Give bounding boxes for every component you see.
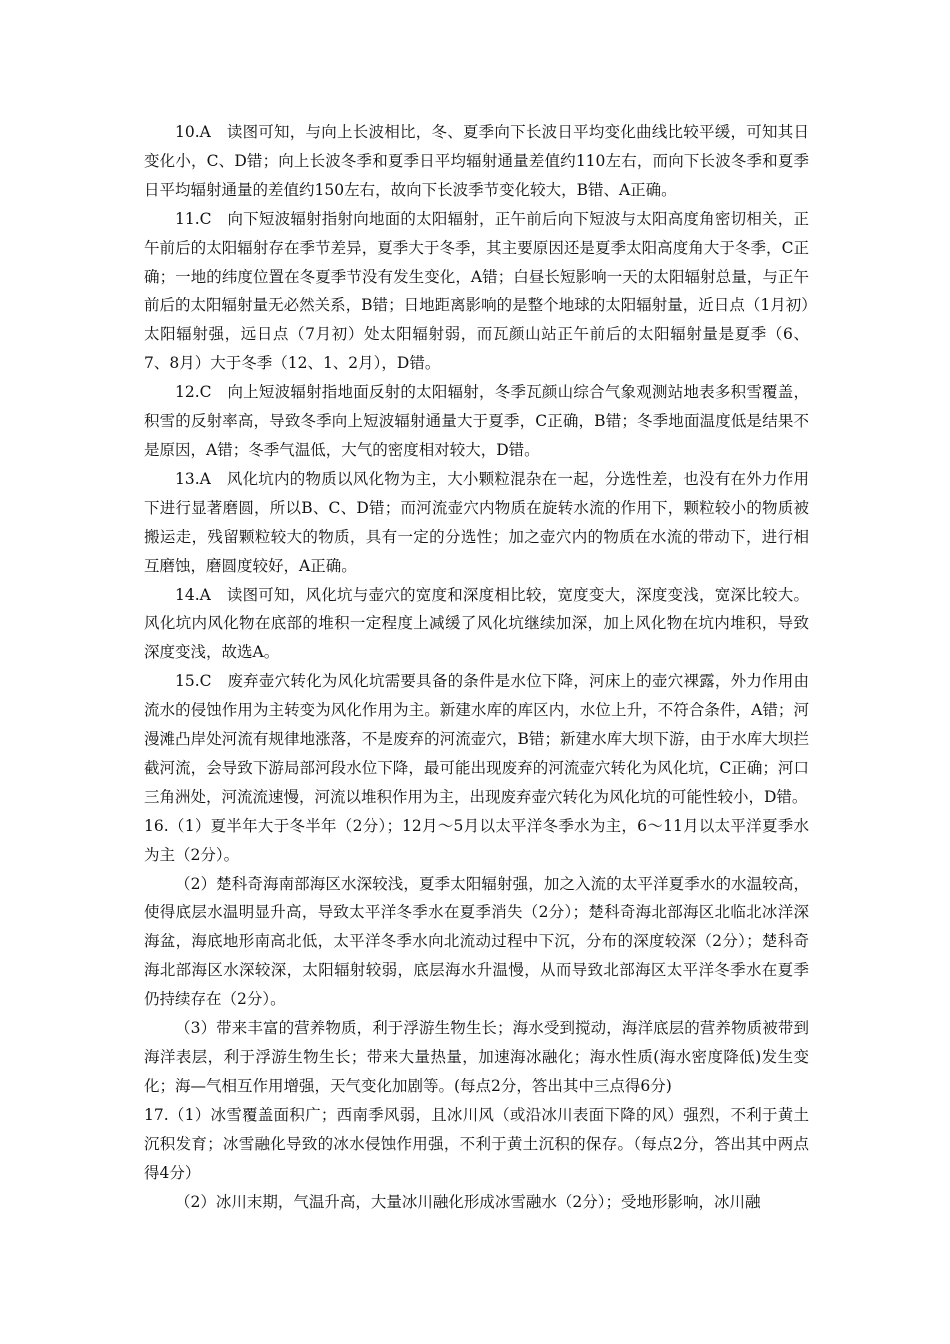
answer-paragraph-10: 10.A 读图可知，与向上长波相比，冬、夏季向下长波日平均变化曲线比较平缓，可知其日变化小，C、D错；向上长波冬季和夏季日平均辐射通量差值约110左右，而向下长波冬季和夏季日平均辐射通量的差值约150左右，故向下长波季节变化较大，B错、A正确。 — [144, 123, 809, 199]
answer-paragraph-11: 11.C 向下短波辐射指射向地面的太阳辐射，正午前后向下短波与太阳高度角密切相关，正午前后的太阳辐射存在季节差异，夏季大于冬季，其主要原因还是夏季太阳高度角大于冬季，C正确；一地的纬度位置在冬夏季节没有发生变化，A错；白昼长短影响一天的太阳辐射总量，与正午前后的太阳辐射量无必然关系，B错；日地距离影响的是整个地球的太阳辐射量，近日点（1月初）太阳辐射强，远日点（7月初）处太阳辐射弱，而瓦颜山站正午前后的太阳辐射量是夏季（6、7、8月）大于冬季（12、1、2月），D错。 — [144, 209, 809, 373]
answer-paragraph-16-2: （2）楚科奇海南部海区水深较浅，夏季太阳辐射强，加之入流的太平洋夏季水的水温较高，使得底层水温明显升高，导致太平洋冬季水在夏季消失（2分）；楚科奇海北部海区北临北冰洋深海盆，海底地形南高北低，太平洋冬季水向北流动过程中下沉，分布的深度较深（2分）；楚科奇海北部海区水深较深，太阳辐射较弱，底层海水升温慢，从而导致北部海区太平洋冬季水在夏季仍持续存在（2分）。 — [144, 874, 809, 1009]
answer-paragraph-16-3: （3）带来丰富的营养物质，利于浮游生物生长；海水受到搅动，海洋底层的营养物质被带到海洋表层，利于浮游生物生长；带来大量热量，加速海冰融化；海水性质(海水密度降低)发生变化；海—气相互作用增强，天气变化加剧等。(每点2分，答出其中三点得6分) — [144, 1019, 809, 1095]
document-page — [144, 118, 809, 1216]
answer-paragraph-17-2: （2）冰川末期，气温升高，大量冰川融化形成冰雪融水（2分）；受地形影响，冰川融 — [175, 1192, 761, 1211]
answer-paragraph-14: 14.A 读图可知，风化坑与壶穴的宽度和深度相比较，宽度变大，深度变浅，宽深比较大。风化坑内风化物在底部的堆积一定程度上减缓了风化坑继续加深，加上风化物在坑内堆积，导致深度变浅，故选A。 — [144, 585, 809, 662]
answer-paragraph-12: 12.C 向上短波辐射指地面反射的太阳辐射，冬季瓦颜山综合气象观测站地表多积雪覆盖，积雪的反射率高，导致冬季向上短波辐射通量大于夏季，C正确，B错；冬季地面温度低是结果不是原因，A错；冬季气温低，大气的密度相对较大，D错。 — [144, 383, 809, 459]
answer-paragraph-13: 13.A 风化坑内的物质以风化物为主，大小颗粒混杂在一起，分选性差，也没有在外力作用下进行显著磨圆，所以B、C、D错；而河流壶穴内物质在旋转水流的作用下，颗粒较小的物质被搬运走，残留颗粒较大的物质，具有一定的分选性；加之壶穴内的物质在水流的带动下，进行相互磨蚀，磨圆度较好，A正确。 — [144, 469, 809, 575]
answer-paragraph-15: 15.C 废弃壶穴转化为风化坑需要具备的条件是水位下降，河床上的壶穴裸露，外力作用由流水的侵蚀作用为主转变为风化作用为主。新建水库的库区内，水位上升，不符合条件，A错；河漫滩凸岸处河流有规律地涨落，不是废弃的河流壶穴，B错；新建水库大坝下游，由于水库大坝拦截河流，会导致下游局部河段水位下降，最可能出现废弃的河流壶穴转化为风化坑，C正确；河口三角洲处，河流流速慢，河流以堆积作用为主，出现废弃壶穴转化为风化坑的可能性较小，D错。 — [144, 672, 809, 806]
answer-paragraph-17-1: 17.（1）冰雪覆盖面积广；西南季风弱，且冰川风（或沿冰川表面下降的风）强烈，不利于黄土沉积发育；冰雪融化导致的冰水侵蚀作用强，不利于黄土沉积的保存。（每点2分，答出其中两点得4分） — [144, 1105, 809, 1182]
answer-paragraph-16-1: 16.（1）夏半年大于冬半年（2分）；12月～5月以太平洋冬季水为主，6～11月以太平洋夏季水为主（2分）。 — [144, 816, 809, 864]
